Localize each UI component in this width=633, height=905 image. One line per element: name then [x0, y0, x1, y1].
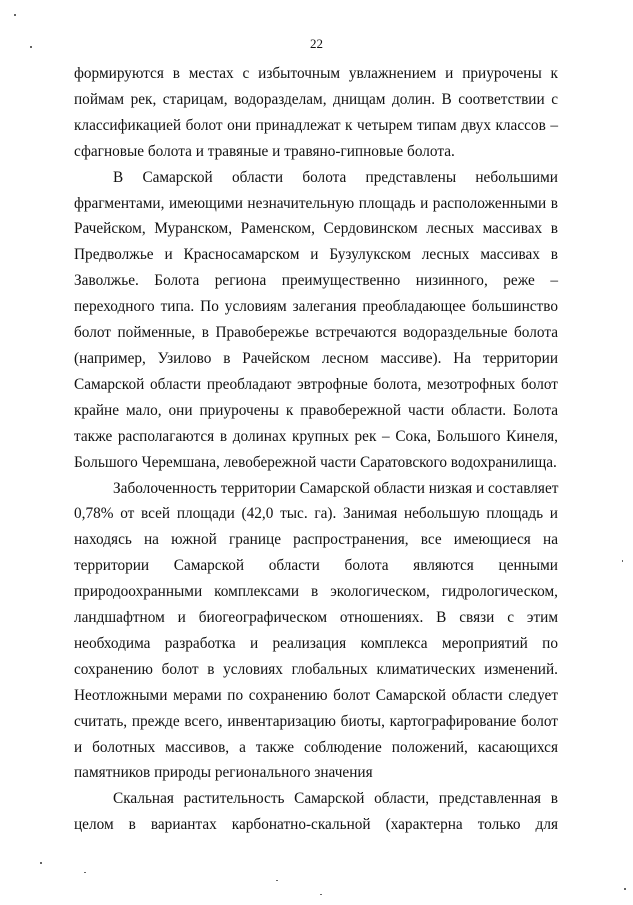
scan-speck: [622, 560, 623, 562]
text-line: сфагновые болота и травяные и травяно-гипновые болота.: [74, 142, 455, 160]
text-line: формируются в местах с избыточным увлажнением и приурочены к: [74, 65, 558, 82]
text-line: природоохранными комплексами в экологическом, гидрологическом,: [74, 583, 558, 601]
text-line: Предволжье и Красносамарском и Бузулукском лесных массивах в: [74, 246, 558, 264]
text-line: и болотных массивов, а также соблюдение положений, касающихся: [74, 738, 558, 756]
text-line: болот пойменные, в Правобережье встречаются водораздельные болота: [74, 324, 558, 342]
text-line: считать, прежде всего, инвентаризацию биоты, картографирование болот: [74, 712, 558, 730]
text-line: территории Самарской области болота являются ценными: [74, 557, 558, 575]
text-line: также располагаются в долинах крупных рек – Сока, Большого Кинеля,: [74, 427, 558, 445]
scan-speck: [624, 888, 626, 890]
text-line: находясь на южной границе распространения, все имеющиеся на: [74, 531, 558, 549]
scan-speck: [40, 862, 42, 864]
paragraph-1: [74, 61, 558, 165]
text-line: ландшафтном и биогеографическом отношениях. В связи с этим: [74, 609, 558, 627]
scan-speck: [320, 894, 322, 895]
text-line: памятников природы регионального значения: [74, 764, 373, 782]
text-line: Большого Черемшана, левобережной части Саратовского водохранилища.: [74, 453, 557, 471]
page-number: 22: [310, 36, 323, 51]
text-line: поймам рек, старицам, водоразделам, днищам долин. В соответствии с: [74, 90, 558, 108]
text-line: сохранению болот в условиях глобальных климатических изменений.: [74, 660, 558, 678]
paragraph-4: [74, 786, 558, 838]
scan-speck: [84, 872, 86, 873]
text-line: Скальная растительность Самарской области, представленная в: [113, 790, 558, 808]
text-line: 0,78% от всей площади (42,0 тыс. га). Занимая небольшую площадь и: [74, 505, 558, 523]
paragraph-3: [74, 476, 558, 787]
scan-speck: [14, 14, 16, 16]
paragraph-2: [74, 165, 558, 476]
text-line: фрагментами, имеющими незначительную площадь и расположенными в: [74, 194, 558, 212]
text-line: (например, Узилово в Рачейском лесном массиве). На территории: [74, 349, 558, 367]
text-line: Самарской области преобладают эвтрофные болота, мезотрофных болот: [74, 375, 558, 393]
text-line: необходима разработка и реализация комплекса мероприятий по: [74, 634, 558, 652]
text-line: Рачейском, Муранском, Раменском, Сердовинском лесных массивах в: [74, 220, 558, 238]
text-line: Заболоченность территории Самарской области низкая и составляет: [113, 479, 559, 497]
scan-speck: [30, 46, 32, 48]
text-line: Заволжье. Болота региона преимущественно низинного, реже –: [74, 272, 558, 290]
text-line: целом в вариантах карбонатно-скальной (характерна только для: [74, 816, 558, 834]
text-line: переходного типа. По условиям залегания преобладающее большинство: [74, 298, 558, 316]
text-line: В Самарской области болота представлены небольшими: [113, 168, 558, 186]
text-line: Неотложными мерами по сохранению болот Самарской области следует: [74, 686, 558, 704]
text-line: классификацией болот они принадлежат к четырем типам двух классов –: [74, 116, 558, 134]
text-line: крайне мало, они приурочены к правобережной части области. Болота: [74, 401, 558, 419]
body-text: [74, 61, 558, 838]
scan-speck: [276, 880, 278, 881]
